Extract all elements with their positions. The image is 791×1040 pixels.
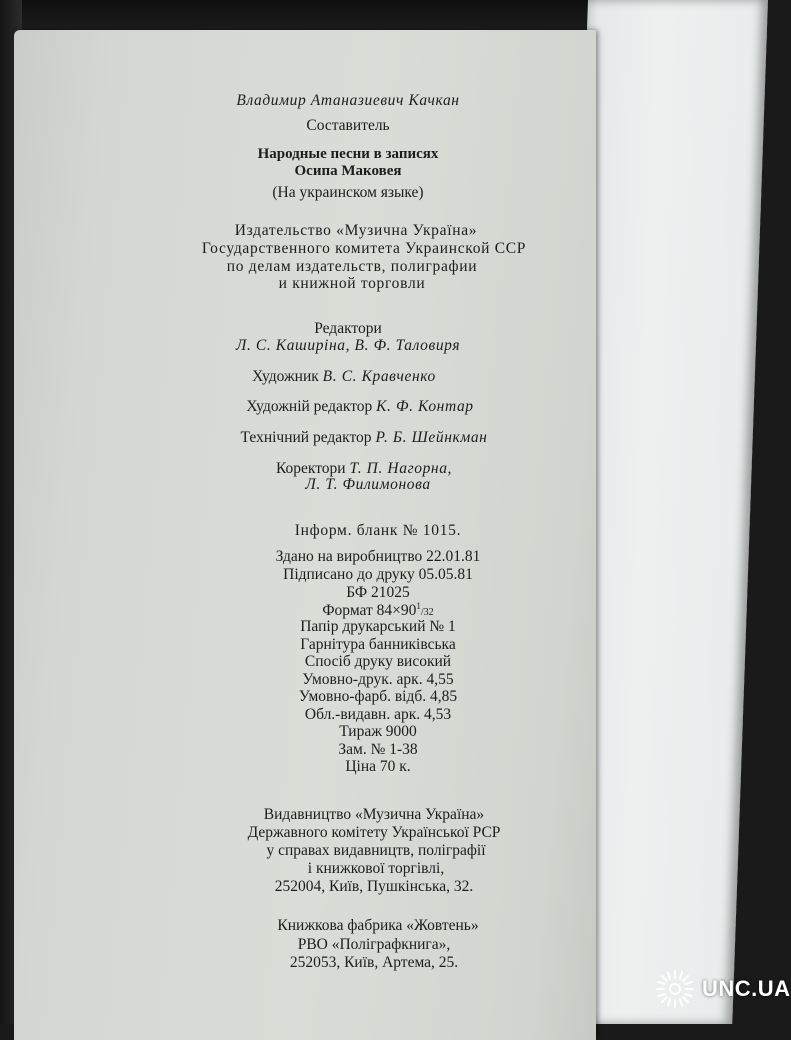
print-detail-line: Тираж 9000 (339, 723, 417, 740)
book-title-line-1: Народные песни в записях (257, 146, 439, 162)
book-title-line-2: Осипа Маковея (294, 163, 402, 179)
artist-name: В. С. Кравченко (322, 368, 436, 385)
format-line (0, 602, 762, 619)
print-detail-line: Обл.-видавн. арк. 4,53 (304, 706, 452, 723)
artist-credit (0, 369, 728, 385)
proofreaders-credit (0, 461, 748, 477)
artist-label: Художник (252, 368, 319, 385)
format-text: Формат 84×90 (322, 602, 417, 620)
proofreader-name: Л. Т. Филимонова (305, 476, 431, 493)
starburst-logo-icon (654, 968, 696, 1010)
publisher-ua-line: у справах видавництв, поліграфії (266, 842, 486, 859)
tech-editor-name: Р. Б. Шейнкман (375, 429, 488, 446)
art-editor-name: К. Ф. Контар (376, 398, 474, 415)
compiler-name: Владимир Атаназиевич Качкан (236, 92, 460, 109)
watermark (654, 966, 791, 1012)
art-editor-credit (0, 399, 744, 415)
print-detail-line: Гарнітура банниківська (300, 636, 456, 653)
publisher-ru-line: Государственного комитета Украинской ССР (201, 240, 527, 257)
inform-blank: Інформ. бланк № 1015. (294, 522, 462, 539)
print-detail-line: Здано на виробництво 22.01.81 (275, 548, 481, 565)
editors-label: Редактори (314, 320, 382, 337)
art-editor-label: Художній редактор (246, 398, 373, 415)
format-sub: /32 (420, 607, 434, 619)
tech-editor-label: Технічний редактор (240, 429, 372, 446)
print-detail-line: Умовно-фарб. відб. 4,85 (298, 688, 458, 705)
watermark-text: UNC.UA (702, 976, 791, 1001)
publisher-ru-line: Издательство «Музична Україна» (234, 222, 478, 239)
tech-editor-credit (0, 430, 748, 446)
print-detail-line: Спосіб друку високий (304, 653, 452, 670)
language-note: (На украинском языке) (272, 184, 424, 201)
proofreader-name: Т. П. Нагорна, (349, 460, 453, 477)
compiler-role: Составитель (306, 117, 390, 134)
printer-line: 252053, Київ, Артема, 25. (289, 954, 459, 971)
print-detail-line: БФ 21025 (346, 584, 410, 601)
print-detail-line: Зам. № 1-38 (338, 741, 418, 758)
print-detail-line: Ціна 70 к. (345, 758, 411, 775)
print-detail-line: Підписано до друку 05.05.81 (283, 566, 473, 583)
format-sup: 1 (416, 601, 421, 611)
print-detail-line: Папір друкарський № 1 (300, 618, 456, 635)
publisher-ru-line: и книжной торговли (278, 275, 426, 292)
publisher-ua-line: і книжкової торгівлі, (307, 860, 445, 877)
proofreaders-label: Коректори (275, 460, 346, 477)
editors-names: Л. С. Каширіна, В. Ф. Таловиря (235, 337, 461, 354)
print-detail-line: Умовно-друк. арк. 4,55 (302, 671, 454, 688)
publisher-ua-line: Державного комітету Української РСР (247, 824, 501, 841)
publisher-ua-line: Видавництво «Музична Україна» (263, 806, 485, 823)
printer-line: РВО «Поліграфкнига», (297, 936, 451, 953)
publisher-ru-line: по делам издательств, полиграфии (226, 258, 478, 275)
publisher-ua-line: 252004, Київ, Пушкінська, 32. (274, 878, 474, 895)
printer-line: Книжкова фабрика «Жовтень» (277, 917, 479, 934)
